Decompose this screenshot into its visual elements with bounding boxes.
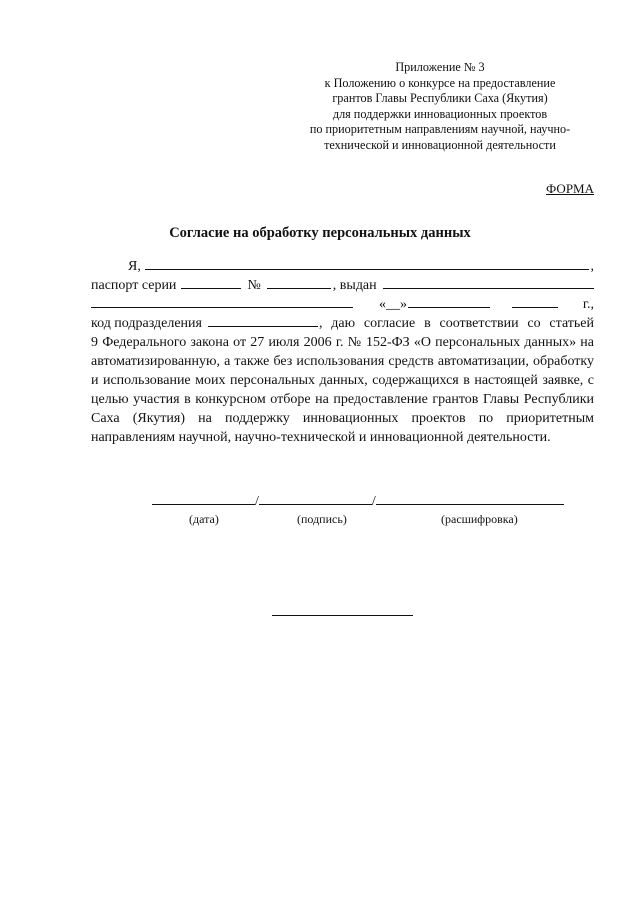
appendix-line: для поддержки инновационных проектов [332,106,548,121]
day-quote: «__» [379,297,407,312]
appendix-line: технической и инновационной деятельности [324,137,556,152]
appendix-line: Приложение № 3 [395,60,485,74]
date-caption: (дата) [189,512,219,526]
date-field[interactable] [152,490,255,505]
signature-row [152,490,564,510]
appendix-line: грантов Главы Республики Саха (Якутия) [332,91,548,105]
issued-by-field[interactable] [383,288,594,289]
separator: / [371,494,376,509]
issued-by-continued-field[interactable] [91,307,353,308]
form-label: ФОРМА [546,181,594,196]
issue-year-field[interactable] [512,307,558,308]
passport-number-field[interactable] [267,288,331,289]
decoding-caption: (расшифровка) [441,512,518,526]
passport-series-field[interactable] [181,288,241,289]
full-name-field[interactable] [145,269,589,270]
ya-label: Я, [128,259,141,274]
passport-series-label: паспорт серии [91,278,177,293]
bottom-rule [272,615,413,616]
document-title: Согласие на обработку персональных данных [169,225,471,241]
division-code-line [91,314,594,333]
decoding-field[interactable] [376,490,564,505]
year-label: г., [582,297,594,312]
separator: / [255,494,259,509]
issue-month-field[interactable] [408,307,490,308]
appendix-line: по приоритетным направлениям научной, научно- [309,122,571,136]
consent-body [91,257,594,447]
signature-field[interactable] [259,490,372,505]
signature-caption: (подпись) [297,512,347,526]
issue-date-line [91,295,594,314]
passport-line [91,276,594,295]
division-code-field[interactable] [208,326,318,327]
consent-paragraph: 9 Федерального закона от 27 июля 2006 г. № 152-ФЗ «О персональных данных» на автоматизированную, а также без использования средств автоматизации, обработку и использование моих персональных данных, содержащихся в настоящей заявке, с целью участия в конкурсном отборе на предоставление грантов Главы Республики Саха (Якутия) на поддержку инновационных проектов по приоритетным направлениям научной, научно-технической и инновационной деятельности. [91,335,594,445]
number-sign: № [247,278,261,293]
comma: , [590,259,594,274]
consent-start-text: , даю согласие в соответствии со статьей [318,316,594,331]
appendix-header [290,60,590,153]
name-line [91,257,594,276]
division-code-label: код подразделения [91,316,202,331]
appendix-line: к Положению о конкурсе на предоставление [324,75,556,90]
issued-label: , выдан [332,278,377,293]
